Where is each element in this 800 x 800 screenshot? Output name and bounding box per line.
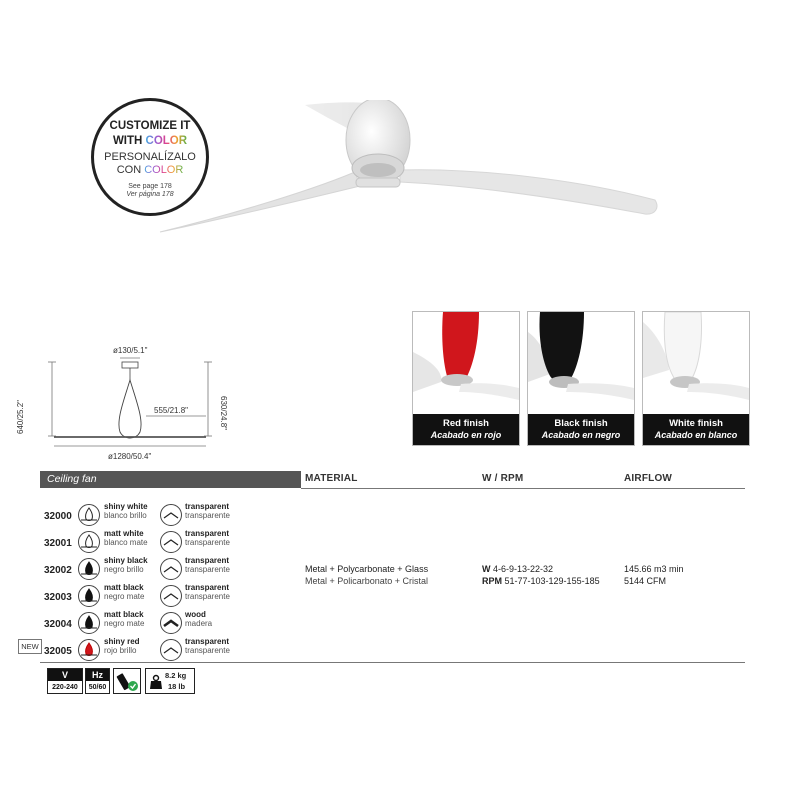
badge-with-label: WITH: [112, 135, 146, 147]
finish-red-caption: [413, 414, 519, 445]
rpm-values: 51-77-103-129-155-185: [504, 576, 600, 586]
watts-values: 4-6-9-13-22-32: [493, 564, 554, 574]
product-code: 32003: [44, 592, 72, 603]
blade-finish: transparent: [185, 637, 230, 646]
body-finish-es: blanco mate: [104, 538, 148, 547]
finish-red-subtitle: Acabado en rojo: [430, 430, 502, 440]
blade-finish-es: transparente: [185, 538, 230, 547]
finish-white[interactable]: [642, 311, 750, 446]
body-finish: matt white: [104, 529, 144, 538]
wood-blade-icon: [160, 612, 182, 634]
dim-height-left: 640/25.2": [16, 400, 25, 434]
blade-finish-es: madera: [185, 619, 213, 628]
section-title: Ceiling fan: [47, 473, 97, 485]
dim-top-diameter: ø130/5.1": [113, 346, 148, 355]
black-fan-body-icon: [78, 612, 100, 634]
badge-line-3: PERSONALÍZALO: [104, 151, 196, 163]
watts-label: W: [482, 564, 491, 574]
finish-white-subtitle: Acabado en blanco: [654, 430, 738, 440]
transparent-blade-icon: [160, 639, 182, 661]
rpm-line: [482, 576, 600, 586]
transparent-blade-icon: [160, 531, 182, 553]
blade-finish-es: transparente: [185, 592, 230, 601]
finish-red[interactable]: [412, 311, 520, 446]
blade-finish-es: transparente: [185, 511, 230, 520]
badge-con-label: CON: [116, 164, 145, 176]
frequency-label: Hz: [86, 669, 109, 681]
table-row[interactable]: [44, 585, 244, 611]
finish-white-title: White finish: [669, 418, 723, 429]
black-fan-body-icon: [78, 558, 100, 580]
voltage-box: [47, 668, 83, 694]
product-code: 32005: [44, 646, 72, 657]
blade-finish: transparent: [185, 556, 230, 565]
body-finish: shiny red: [104, 637, 140, 646]
badge-color-word: COLOR: [145, 135, 188, 147]
material-en: Metal + Polycarbonate + Glass: [305, 564, 429, 574]
product-code: 32002: [44, 565, 72, 576]
body-finish: shiny white: [104, 502, 148, 511]
badge-line-2: [94, 134, 206, 148]
dim-blade-diameter: ø1280/50.4": [108, 452, 152, 461]
frequency-value: 50/60: [88, 684, 107, 691]
header-divider: [301, 488, 745, 489]
table-row[interactable]: [44, 504, 244, 530]
finish-black-subtitle: Acabado en negro: [541, 430, 621, 440]
blade-finish: transparent: [185, 529, 230, 538]
white-fan-body-icon: [78, 504, 100, 526]
body-finish-es: negro mate: [104, 592, 145, 601]
new-badge: NEW: [18, 639, 42, 654]
material-es: Metal + Policarbonato + Cristal: [305, 576, 429, 586]
black-fan-body-icon: [78, 585, 100, 607]
finish-red-title: Red finish: [443, 418, 489, 429]
column-material: MATERIAL: [305, 473, 358, 484]
finish-black[interactable]: [527, 311, 635, 446]
watts-line: [482, 564, 553, 574]
body-finish: matt black: [104, 583, 144, 592]
customize-color-badge[interactable]: [91, 98, 209, 216]
dim-drop: 555/21.8": [154, 406, 188, 415]
body-finish: shiny black: [104, 556, 148, 565]
badge-line-1: CUSTOMIZE IT: [109, 120, 191, 132]
product-code: 32000: [44, 511, 72, 522]
body-finish: matt black: [104, 610, 144, 619]
body-finish-es: negro mate: [104, 619, 145, 628]
blade-finish-es: transparente: [185, 646, 230, 655]
table-row[interactable]: [44, 612, 244, 638]
product-code: 32004: [44, 619, 72, 630]
weight-kg: 8.2 kg: [165, 671, 187, 680]
product-code: 32001: [44, 538, 72, 549]
transparent-blade-icon: [160, 558, 182, 580]
weight-box: [145, 668, 195, 694]
weight-lb: 18 lb: [168, 682, 186, 691]
white-fan-body-icon: [78, 531, 100, 553]
badge-color-word-es: COLOR: [144, 164, 184, 176]
airflow-imperial: 5144 CFM: [624, 576, 667, 586]
badge-line-4: [94, 164, 206, 177]
weight-icon: [149, 674, 163, 690]
blade-finish: transparent: [185, 583, 230, 592]
frequency-box: [85, 668, 110, 694]
body-finish-es: negro brillo: [104, 565, 144, 574]
black-fan-photo: [528, 312, 634, 414]
dim-height-right: 630/24.8": [219, 396, 228, 430]
transparent-blade-icon: [160, 504, 182, 526]
red-fan-photo: [413, 312, 519, 414]
blade-finish: transparent: [185, 502, 230, 511]
column-w-rpm: W / RPM: [482, 473, 524, 484]
badge-see-page: See page 178: [128, 183, 172, 190]
red-fan-body-icon: [78, 639, 100, 661]
airflow-metric: 145.66 m3 min: [624, 564, 684, 574]
transparent-blade-icon: [160, 585, 182, 607]
section-header-ceiling-fan: [40, 471, 301, 488]
column-airflow: AIRFLOW: [624, 473, 673, 484]
white-fan-photo: [643, 312, 749, 414]
table-row[interactable]: [44, 531, 244, 557]
blade-finish-es: transparente: [185, 565, 230, 574]
voltage-value: 220-240: [52, 684, 78, 691]
fan-hero-image: [150, 100, 670, 240]
blade-finish: wood: [185, 610, 206, 619]
body-finish-es: rojo brillo: [104, 646, 137, 655]
body-finish-es: blanco brillo: [104, 511, 147, 520]
badge-ver-pagina: Ver página 178: [126, 191, 174, 198]
voltage-label: V: [48, 669, 82, 681]
table-row[interactable]: [44, 558, 244, 584]
rpm-label: RPM: [482, 576, 502, 586]
finish-white-caption: [643, 414, 749, 445]
finish-black-caption: [528, 414, 634, 445]
table-bottom-divider: [40, 662, 745, 663]
remote-control-icon: [113, 668, 141, 694]
finish-black-title: Black finish: [554, 418, 608, 429]
